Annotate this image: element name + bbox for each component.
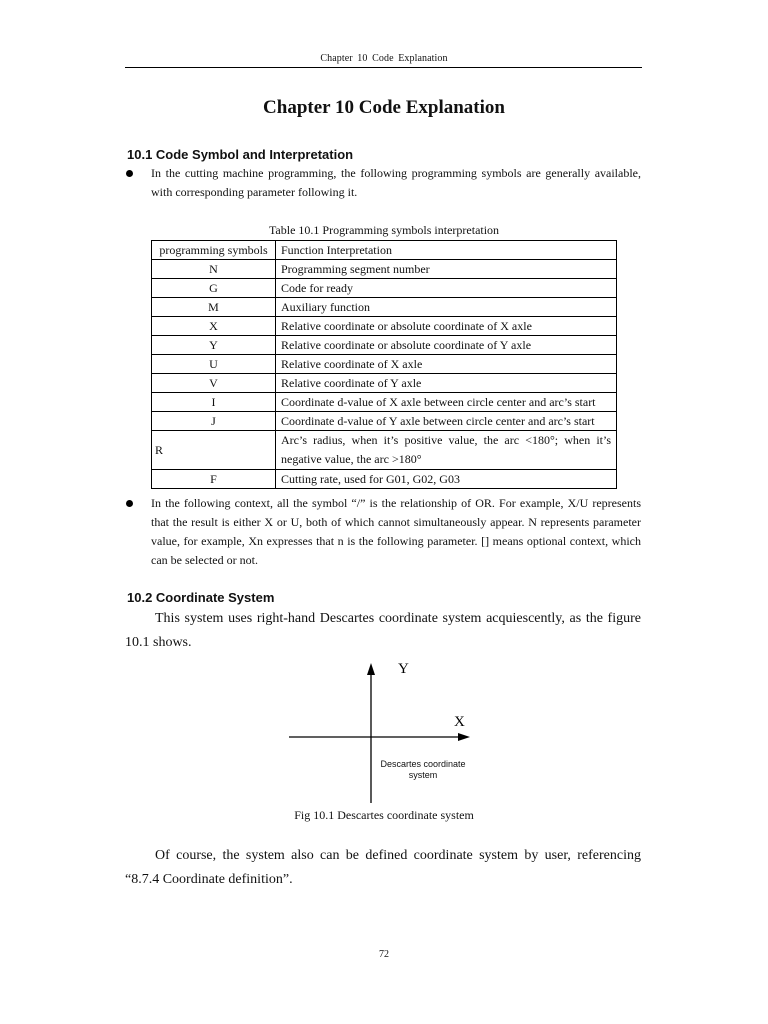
symbol-cell: R [152,431,276,470]
symbol-cell: Y [152,336,276,355]
running-header: Chapter 10 Code Explanation [320,53,448,64]
header-rule [125,67,642,68]
table-header-row [152,241,617,260]
symbol-cell: F [152,470,276,489]
table-row [152,412,617,431]
table-row [152,470,617,489]
table-row [152,279,617,298]
function-cell: Code for ready [276,279,617,298]
bullet-dot [126,500,133,507]
symbol-cell: M [152,298,276,317]
closing-paragraph: Of course, the system also can be defined coordinate system by user, referencing “8.7.4 Coordinate definition”. [125,848,641,887]
function-cell: Relative coordinate of X axle [276,355,617,374]
table-row [152,260,617,279]
symbol-cell: U [152,355,276,374]
table-row [152,355,617,374]
function-cell: Programming segment number [276,260,617,279]
section-heading-10-1: 10.1 Code Symbol and Interpretation [127,147,354,162]
column-header-symbol: programming symbols [152,241,276,260]
function-cell: Relative coordinate or absolute coordinate of Y axle [276,336,617,355]
column-header-function: Function Interpretation [276,241,617,260]
symbol-cell: N [152,260,276,279]
y-axis-arrowhead [367,663,375,675]
table-row [152,393,617,412]
programming-symbols-table [151,240,617,489]
symbol-cell: V [152,374,276,393]
symbol-cell: X [152,317,276,336]
table-caption: Table 10.1 Programming symbols interpretation [268,223,500,237]
table-row [152,298,617,317]
symbol-cell: G [152,279,276,298]
symbol-cell: I [152,393,276,412]
chapter-title: Chapter 10 Code Explanation [263,97,505,118]
function-cell: Arc’s radius, when it’s positive value, the arc <180°; when it’s negative value, the arc >180° [276,431,617,470]
table-row [152,431,617,470]
y-axis-label: Y [398,661,409,677]
function-cell: Cutting rate, used for G01, G02, G03 [276,470,617,489]
function-cell: Relative coordinate or absolute coordinate of X axle [276,317,617,336]
x-axis-label: X [454,714,465,730]
section-heading-10-2: 10.2 Coordinate System [127,590,275,605]
function-cell: Auxiliary function [276,298,617,317]
table-row [152,374,617,393]
diagram-note: Descartes coordinate system [380,759,466,780]
figure-caption: Fig 10.1 Descartes coordinate system [294,808,474,822]
symbol-cell: J [152,412,276,431]
page-number: 72 [379,949,389,960]
bullet-dot [126,170,133,177]
table-row [152,317,617,336]
function-cell: Coordinate d-value of Y axle between circle center and arc’s start [276,412,617,431]
coordinate-system-paragraph: This system uses right-hand Descartes coordinate system acquiescently, as the figure 10.1 shows. [125,611,641,650]
bullet-paragraph-or-relationship: In the following context, all the symbol “/” is the relationship of OR. For example, X/U represents that the result is either X or U, both of which cannot simultaneously appear. N represents parameter value, for example, Xn expresses that n is the following parameter. [] means optional context, which can be selected or not. [151,496,641,567]
bullet-paragraph-symbols: In the cutting machine programming, the following programming symbols are generally available, with corresponding parameter following it. [151,166,641,199]
x-axis-arrowhead [458,733,470,741]
table-row [152,336,617,355]
function-cell: Relative coordinate of Y axle [276,374,617,393]
function-cell: Coordinate d-value of X axle between circle center and arc’s start [276,393,617,412]
coordinate-axes-diagram [280,655,480,805]
